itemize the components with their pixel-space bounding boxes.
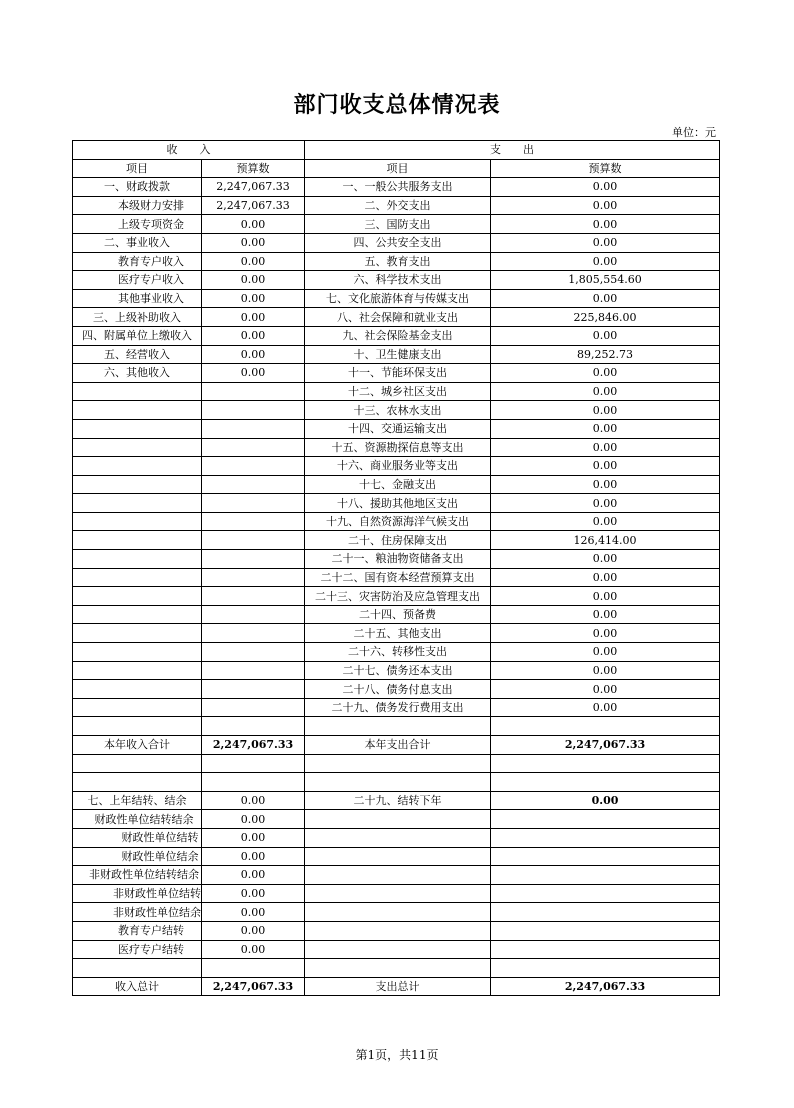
income-budget-cell: 0.00 xyxy=(202,940,305,959)
table-row xyxy=(73,605,720,624)
income-budget-cell xyxy=(202,568,305,587)
expense-item-cell: 十、卫生健康支出 xyxy=(305,345,491,364)
expense-budget-cell xyxy=(491,903,720,922)
expense-item-cell xyxy=(305,847,491,866)
expense-item-cell xyxy=(305,754,491,773)
income-budget-cell xyxy=(202,587,305,606)
expense-item-cell: 二十九、债务发行费用支出 xyxy=(305,698,491,717)
expense-budget-cell: 0.00 xyxy=(491,457,720,476)
table-row xyxy=(73,773,720,792)
expense-budget-cell: 0.00 xyxy=(491,643,720,662)
expense-item-cell: 二十八、债务付息支出 xyxy=(305,680,491,699)
expense-item-cell: 十八、援助其他地区支出 xyxy=(305,494,491,513)
income-item-cell xyxy=(73,419,202,438)
expense-budget-cell xyxy=(491,940,720,959)
income-budget-cell: 0.00 xyxy=(202,791,305,810)
income-item-cell xyxy=(73,531,202,550)
expense-budget-cell: 0.00 xyxy=(491,178,720,197)
table-row xyxy=(73,401,720,420)
expense-budget-cell: 2,247,067.33 xyxy=(491,736,720,755)
expense-budget-cell: 0.00 xyxy=(491,419,720,438)
page-title: 部门收支总体情况表 xyxy=(293,92,501,118)
income-item-cell: 一、财政拨款 xyxy=(73,178,202,197)
expense-budget-cell: 126,414.00 xyxy=(491,531,720,550)
expense-budget-cell xyxy=(491,754,720,773)
table-row xyxy=(73,810,720,829)
budget-table xyxy=(72,140,720,996)
expense-budget-cell: 225,846.00 xyxy=(491,308,720,327)
income-item-cell: 四、附属单位上缴收入 xyxy=(73,326,202,345)
expense-budget-cell: 0.00 xyxy=(491,233,720,252)
income-budget-cell xyxy=(202,643,305,662)
table-row xyxy=(73,438,720,457)
expense-budget-cell: 0.00 xyxy=(491,680,720,699)
income-budget-cell xyxy=(202,438,305,457)
table-row xyxy=(73,680,720,699)
income-budget-cell xyxy=(202,773,305,792)
table-row xyxy=(73,308,720,327)
expense-item-cell: 七、文化旅游体育与传媒支出 xyxy=(305,289,491,308)
income-budget-cell xyxy=(202,959,305,978)
expense-item-cell xyxy=(305,773,491,792)
income-item-cell xyxy=(73,587,202,606)
income-item-cell: 教育专户结转 xyxy=(73,921,202,940)
expense-item-cell: 二十五、其他支出 xyxy=(305,624,491,643)
income-item-cell: 其他事业收入 xyxy=(73,289,202,308)
expense-item-cell xyxy=(305,717,491,736)
expense-budget-cell: 0.00 xyxy=(491,196,720,215)
table-row xyxy=(73,345,720,364)
income-item-cell xyxy=(73,959,202,978)
expense-item-cell: 二十七、债务还本支出 xyxy=(305,661,491,680)
income-item-cell: 收入总计 xyxy=(73,977,202,996)
expense-budget-cell: 0.00 xyxy=(491,698,720,717)
table-row xyxy=(73,364,720,383)
income-item-cell xyxy=(73,643,202,662)
income-budget-cell xyxy=(202,512,305,531)
income-budget-cell xyxy=(202,531,305,550)
income-item-cell xyxy=(73,438,202,457)
expense-item-cell xyxy=(305,810,491,829)
table-row xyxy=(73,531,720,550)
expense-item-cell: 二十一、粮油物资储备支出 xyxy=(305,550,491,569)
income-item-cell: 非财政性单位结余 xyxy=(73,903,202,922)
expense-item-cell: 五、教育支出 xyxy=(305,252,491,271)
expense-budget-cell: 0.00 xyxy=(491,568,720,587)
income-budget-cell xyxy=(202,698,305,717)
table-row xyxy=(73,271,720,290)
table-row xyxy=(73,494,720,513)
income-budget-cell: 0.00 xyxy=(202,289,305,308)
income-item-cell: 非财政性单位结转结余 xyxy=(73,866,202,885)
expense-item-cell: 二十二、国有资本经营预算支出 xyxy=(305,568,491,587)
expense-item-cell: 四、公共安全支出 xyxy=(305,233,491,252)
expense-item-cell: 二十三、灾害防治及应急管理支出 xyxy=(305,587,491,606)
expense-item-cell: 二、外交支出 xyxy=(305,196,491,215)
income-budget-cell xyxy=(202,401,305,420)
table-row xyxy=(73,382,720,401)
expense-budget-cell: 0.00 xyxy=(491,550,720,569)
expense-item-cell xyxy=(305,959,491,978)
income-budget-cell xyxy=(202,494,305,513)
table-row xyxy=(73,661,720,680)
income-item-cell: 上级专项资金 xyxy=(73,215,202,234)
expense-budget-cell xyxy=(491,773,720,792)
income-header: 收 入 xyxy=(73,141,305,160)
expense-item-cell: 二十九、结转下年 xyxy=(305,791,491,810)
expense-item-cell: 六、科学技术支出 xyxy=(305,271,491,290)
income-item-cell xyxy=(73,754,202,773)
income-item-cell: 教育专户收入 xyxy=(73,252,202,271)
expense-budget-cell: 0.00 xyxy=(491,401,720,420)
expense-budget-cell: 1,805,554.60 xyxy=(491,271,720,290)
expense-item-cell: 十七、金融支出 xyxy=(305,475,491,494)
income-budget-cell xyxy=(202,382,305,401)
income-budget-cell: 2,247,067.33 xyxy=(202,178,305,197)
income-item-cell: 七、上年结转、结余 xyxy=(73,791,202,810)
unit-label: 单位：元 xyxy=(672,126,716,139)
income-budget-cell: 0.00 xyxy=(202,847,305,866)
expense-item-cell xyxy=(305,884,491,903)
table-row xyxy=(73,233,720,252)
expense-budget-cell: 2,247,067.33 xyxy=(491,977,720,996)
table-row xyxy=(73,624,720,643)
income-budget-cell: 0.00 xyxy=(202,326,305,345)
expense-header: 支 出 xyxy=(305,141,720,160)
income-item-cell: 财政性单位结转结余 xyxy=(73,810,202,829)
expense-budget-cell xyxy=(491,959,720,978)
income-item-cell xyxy=(73,605,202,624)
income-item-cell xyxy=(73,624,202,643)
income-item-cell xyxy=(73,550,202,569)
expense-budget-cell: 0.00 xyxy=(491,438,720,457)
expense-item-cell: 二十、住房保障支出 xyxy=(305,531,491,550)
table-row xyxy=(73,959,720,978)
expense-budget-cell: 0.00 xyxy=(491,364,720,383)
table-row xyxy=(73,252,720,271)
income-item-cell: 医疗专户结转 xyxy=(73,940,202,959)
expense-item-cell xyxy=(305,921,491,940)
expense-item-cell: 九、社会保险基金支出 xyxy=(305,326,491,345)
income-item-cell: 六、其他收入 xyxy=(73,364,202,383)
expense-item-cell: 十一、节能环保支出 xyxy=(305,364,491,383)
income-budget-cell: 0.00 xyxy=(202,903,305,922)
income-item-cell xyxy=(73,568,202,587)
income-item-cell: 本级财力安排 xyxy=(73,196,202,215)
table-row xyxy=(73,178,720,197)
income-item-cell: 三、上级补助收入 xyxy=(73,308,202,327)
income-item-cell xyxy=(73,680,202,699)
expense-budget-cell: 0.00 xyxy=(491,475,720,494)
expense-budget-cell: 0.00 xyxy=(491,494,720,513)
table-row xyxy=(73,866,720,885)
income-budget-cell xyxy=(202,754,305,773)
expense-item-cell: 十六、商业服务业等支出 xyxy=(305,457,491,476)
expense-budget-cell: 0.00 xyxy=(491,791,720,810)
expense-item-cell xyxy=(305,903,491,922)
expense-budget-cell: 0.00 xyxy=(491,326,720,345)
income-item-cell xyxy=(73,512,202,531)
expense-item-cell xyxy=(305,828,491,847)
table-row xyxy=(73,568,720,587)
expense-item-cell xyxy=(305,940,491,959)
income-item-cell xyxy=(73,661,202,680)
income-budget-cell: 2,247,067.33 xyxy=(202,196,305,215)
income-budget-cell: 0.00 xyxy=(202,271,305,290)
income-budget-cell: 0.00 xyxy=(202,884,305,903)
income-item-cell xyxy=(73,475,202,494)
income-budget-cell xyxy=(202,680,305,699)
income-budget-cell: 0.00 xyxy=(202,252,305,271)
table-row xyxy=(73,977,720,996)
income-budget-cell: 0.00 xyxy=(202,364,305,383)
income-item-cell: 财政性单位结余 xyxy=(73,847,202,866)
income-budget-cell: 0.00 xyxy=(202,810,305,829)
expense-budget-cell: 0.00 xyxy=(491,605,720,624)
expense-item-cell: 十四、交通运输支出 xyxy=(305,419,491,438)
table-row xyxy=(73,847,720,866)
table-row xyxy=(73,457,720,476)
income-item-cell xyxy=(73,401,202,420)
table-row xyxy=(73,754,720,773)
income-budget-cell: 0.00 xyxy=(202,215,305,234)
income-item-cell xyxy=(73,494,202,513)
expense-budget-cell: 0.00 xyxy=(491,252,720,271)
expense-budget-cell xyxy=(491,810,720,829)
expense-item-cell: 支出总计 xyxy=(305,977,491,996)
income-item-cell: 非财政性单位结转 xyxy=(73,884,202,903)
income-budget-cell: 2,247,067.33 xyxy=(202,736,305,755)
page-footer: 第1页，共11页 xyxy=(355,1048,439,1062)
table-row xyxy=(73,550,720,569)
table-row xyxy=(73,475,720,494)
expense-item-cell: 二十四、预备费 xyxy=(305,605,491,624)
income-item-header: 项目 xyxy=(73,159,202,178)
table-row xyxy=(73,903,720,922)
expense-budget-cell: 0.00 xyxy=(491,215,720,234)
expense-budget-cell: 0.00 xyxy=(491,587,720,606)
income-item-cell xyxy=(73,773,202,792)
expense-item-cell: 一、一般公共服务支出 xyxy=(305,178,491,197)
income-budget-cell xyxy=(202,661,305,680)
expense-item-cell: 十三、农林水支出 xyxy=(305,401,491,420)
expense-budget-cell: 89,252.73 xyxy=(491,345,720,364)
expense-budget-cell xyxy=(491,717,720,736)
expense-budget-cell xyxy=(491,921,720,940)
income-item-cell: 财政性单位结转 xyxy=(73,828,202,847)
expense-budget-cell xyxy=(491,866,720,885)
income-item-cell xyxy=(73,698,202,717)
income-budget-cell: 0.00 xyxy=(202,866,305,885)
table-row xyxy=(73,884,720,903)
expense-item-cell xyxy=(305,866,491,885)
column-header-row xyxy=(73,159,720,178)
income-budget-cell xyxy=(202,717,305,736)
income-budget-header: 预算数 xyxy=(202,159,305,178)
income-budget-cell xyxy=(202,419,305,438)
table-row xyxy=(73,698,720,717)
expense-item-cell: 二十六、转移性支出 xyxy=(305,643,491,662)
expense-item-cell: 十五、资源勘探信息等支出 xyxy=(305,438,491,457)
table-row xyxy=(73,791,720,810)
table-row xyxy=(73,921,720,940)
table-row xyxy=(73,196,720,215)
table-row xyxy=(73,512,720,531)
income-budget-cell: 0.00 xyxy=(202,828,305,847)
table-row xyxy=(73,828,720,847)
expense-item-cell: 本年支出合计 xyxy=(305,736,491,755)
income-budget-cell: 2,247,067.33 xyxy=(202,977,305,996)
income-item-cell: 本年收入合计 xyxy=(73,736,202,755)
income-item-cell: 五、经营收入 xyxy=(73,345,202,364)
table-row xyxy=(73,215,720,234)
table-row xyxy=(73,419,720,438)
table-row xyxy=(73,736,720,755)
income-budget-cell: 0.00 xyxy=(202,233,305,252)
income-item-cell xyxy=(73,382,202,401)
expense-item-cell: 三、国防支出 xyxy=(305,215,491,234)
income-budget-cell: 0.00 xyxy=(202,308,305,327)
table-row xyxy=(73,717,720,736)
expense-budget-cell: 0.00 xyxy=(491,382,720,401)
income-item-cell: 二、事业收入 xyxy=(73,233,202,252)
expense-budget-cell: 0.00 xyxy=(491,661,720,680)
expense-budget-cell xyxy=(491,884,720,903)
expense-budget-cell: 0.00 xyxy=(491,512,720,531)
income-budget-cell xyxy=(202,624,305,643)
income-item-cell xyxy=(73,457,202,476)
expense-item-header: 项目 xyxy=(305,159,491,178)
section-header-row xyxy=(73,141,720,160)
expense-budget-header: 预算数 xyxy=(491,159,720,178)
expense-item-cell: 十二、城乡社区支出 xyxy=(305,382,491,401)
income-budget-cell: 0.00 xyxy=(202,345,305,364)
expense-budget-cell: 0.00 xyxy=(491,624,720,643)
income-item-cell xyxy=(73,717,202,736)
expense-item-cell: 八、社会保障和就业支出 xyxy=(305,308,491,327)
table-row xyxy=(73,587,720,606)
table-row xyxy=(73,643,720,662)
expense-item-cell: 十九、自然资源海洋气候支出 xyxy=(305,512,491,531)
table-row xyxy=(73,289,720,308)
expense-budget-cell xyxy=(491,847,720,866)
expense-budget-cell: 0.00 xyxy=(491,289,720,308)
expense-budget-cell xyxy=(491,828,720,847)
income-budget-cell xyxy=(202,550,305,569)
income-budget-cell xyxy=(202,457,305,476)
income-budget-cell: 0.00 xyxy=(202,921,305,940)
income-budget-cell xyxy=(202,605,305,624)
table-row xyxy=(73,326,720,345)
income-budget-cell xyxy=(202,475,305,494)
table-row xyxy=(73,940,720,959)
income-item-cell: 医疗专户收入 xyxy=(73,271,202,290)
